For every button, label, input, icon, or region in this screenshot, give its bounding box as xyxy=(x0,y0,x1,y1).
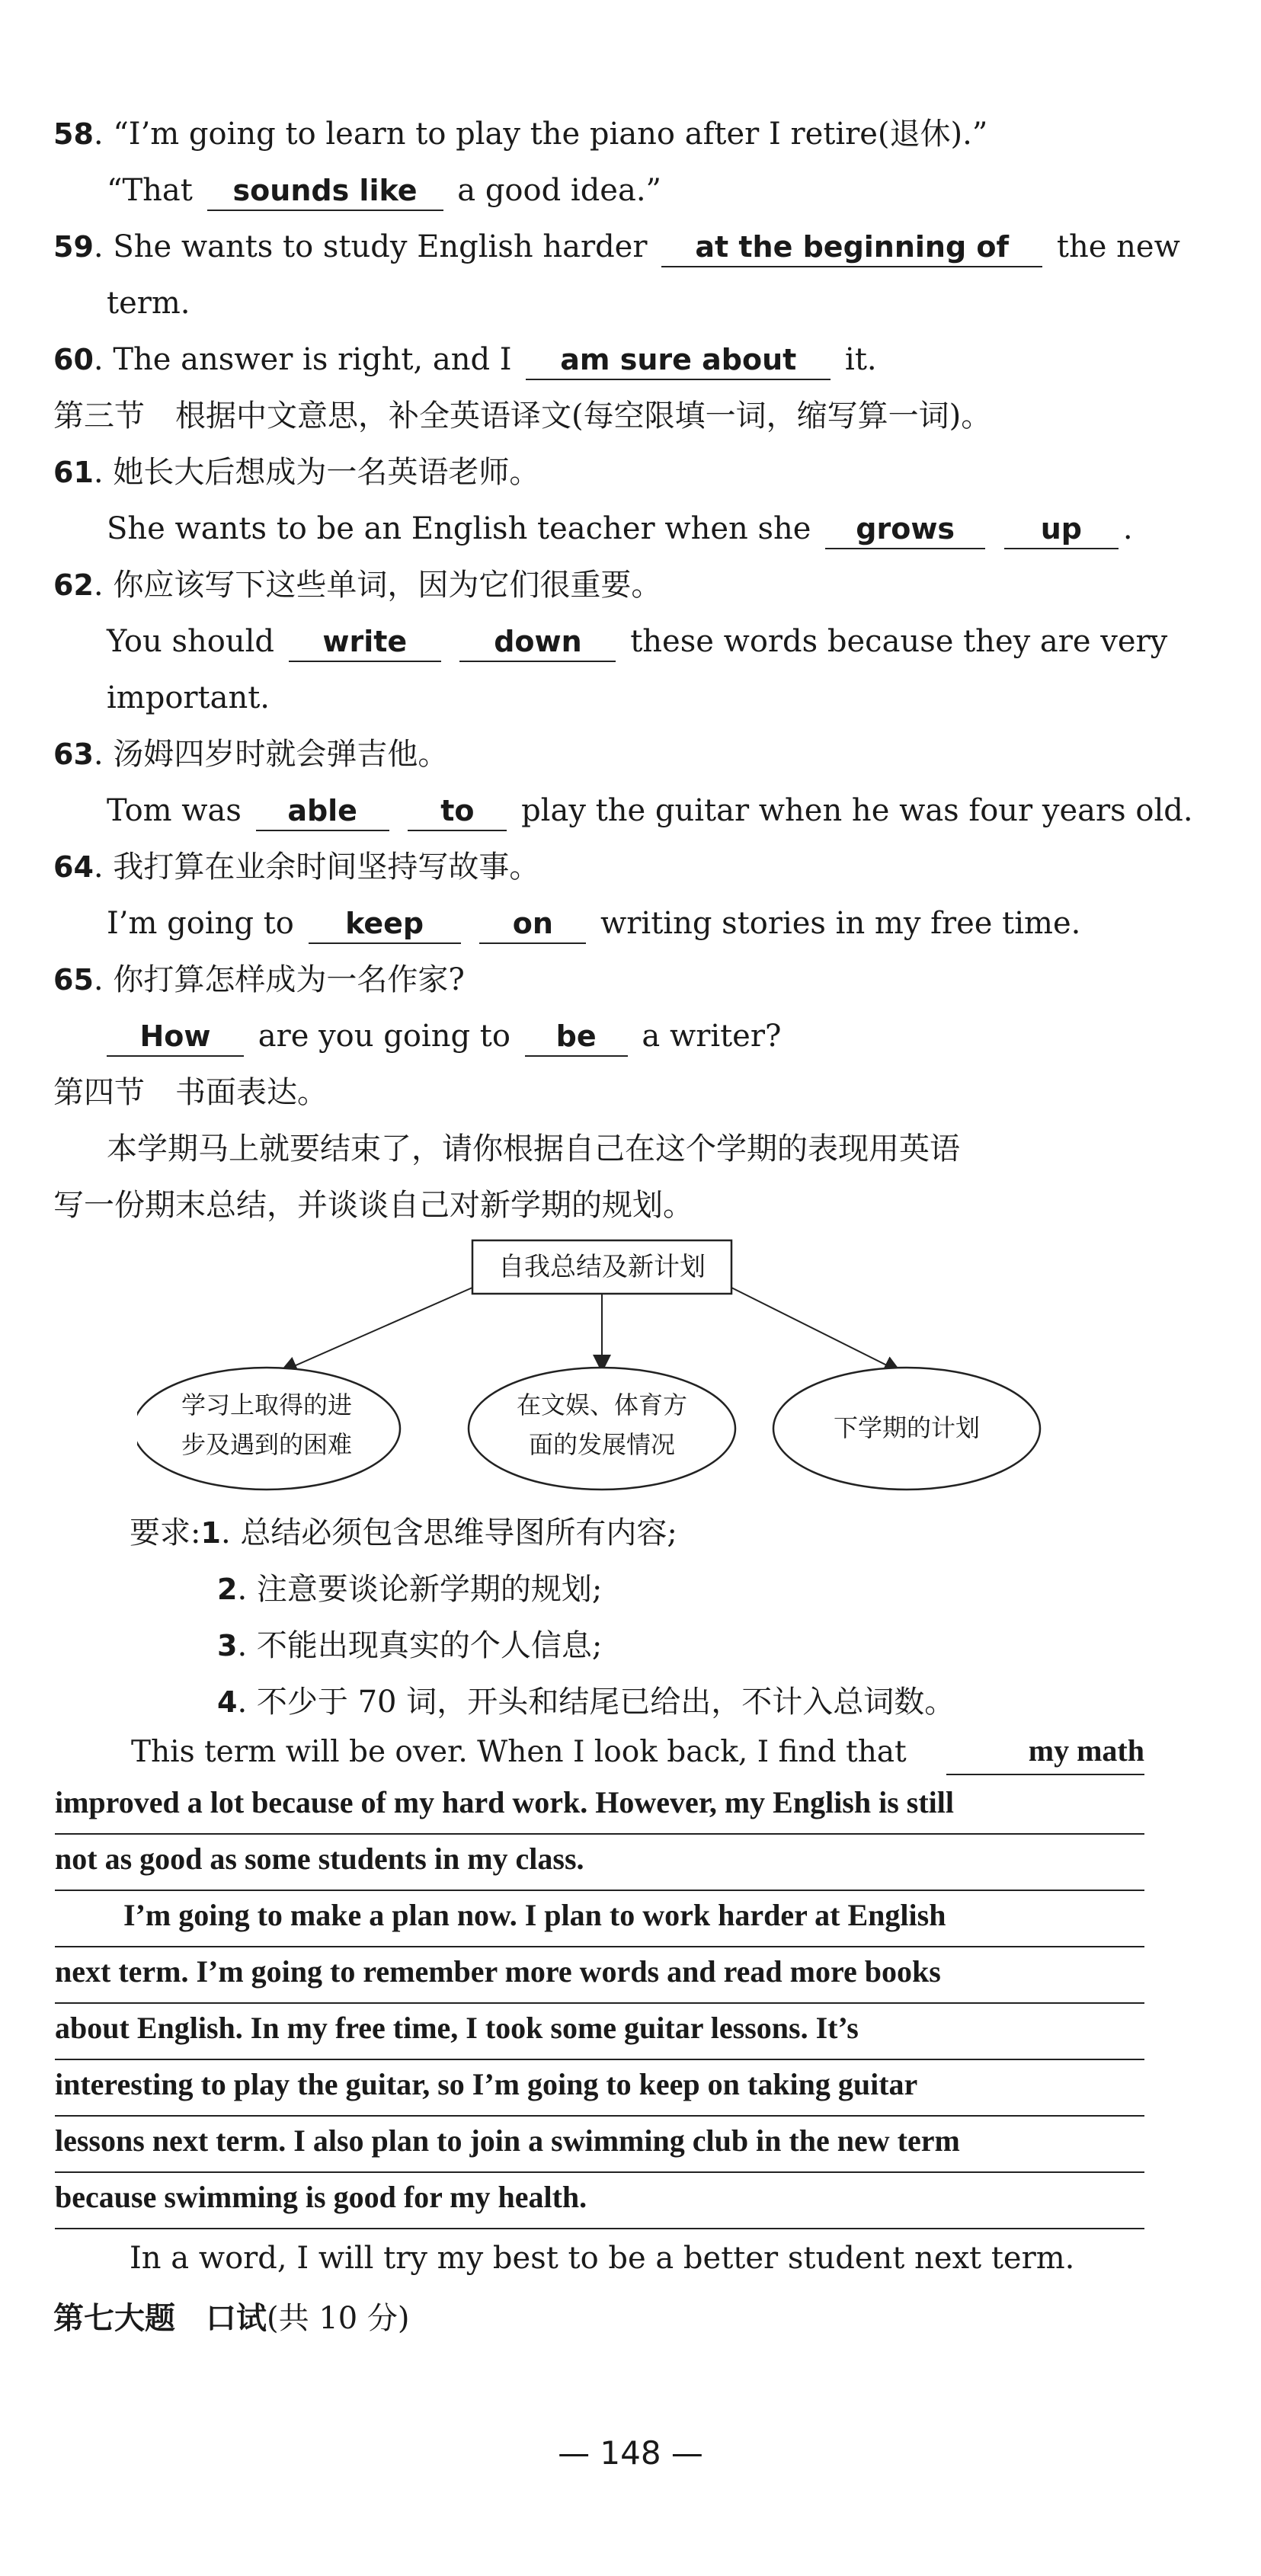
question-text: . “I’m going to learn to play the piano after I retire(退休).” xyxy=(93,117,988,152)
sentence-fragment: a good idea.” xyxy=(457,173,661,208)
answer-blank: to xyxy=(408,792,507,831)
question-62 xyxy=(53,564,661,606)
question-59 xyxy=(53,226,1180,268)
question-62-answer-line xyxy=(107,620,1167,663)
sentence-fragment: writing stories in my free time. xyxy=(600,906,1081,941)
answer-blank: am sure about xyxy=(526,341,831,380)
question-63-answer-line xyxy=(107,789,1193,832)
part-score: (共 10 分) xyxy=(267,2301,410,2336)
sentence-fragment: Tom was xyxy=(107,793,242,828)
essay-given-text: This term will be over. When I look back, I find that xyxy=(131,1735,907,1769)
question-number: 58 xyxy=(53,117,94,151)
requirement-text: . 注意要谈论新学期的规划; xyxy=(237,1572,603,1607)
essay-answer-line-8: lessons next term. I also plan to join a swimming club in the new term xyxy=(55,2117,1144,2173)
sentence-fragment: “That xyxy=(107,173,193,208)
question-number: 61 xyxy=(53,456,94,489)
writing-prompt-line1: 本学期马上就要结束了，请你根据自己在这个学期的表现用英语 xyxy=(107,1131,960,1166)
node-text-line: 在文娱、体育方 xyxy=(516,1390,687,1419)
answer-blank: down xyxy=(459,622,616,662)
requirement-1 xyxy=(130,1509,677,1552)
requirement-number: 3 xyxy=(217,1629,238,1662)
node-text-line: 面的发展情况 xyxy=(528,1430,675,1459)
question-64 xyxy=(53,846,539,888)
sentence-fragment: play the guitar when he was four years old. xyxy=(521,793,1193,828)
answer-blank: up xyxy=(1004,510,1119,549)
section-3-heading: 第三节 根据中文意思，补全英语译文(每空限填一词，缩写算一词)。 xyxy=(53,398,992,434)
sentence-fragment: . The answer is right, and I xyxy=(93,342,512,377)
sentence-fragment: a writer? xyxy=(642,1019,782,1054)
essay-answer-line-6: about English. In my free time, I took some guitar lessons. It’s xyxy=(55,2004,1144,2060)
question-58 xyxy=(53,113,987,155)
part-7-heading xyxy=(53,2297,410,2340)
answer-blank: be xyxy=(525,1017,628,1057)
essay-answer-line-1: my math xyxy=(946,1728,1144,1775)
essay-opening xyxy=(131,1728,907,1777)
requirement-text: . 不少于 70 词，开头和结尾已给出，不计入总词数。 xyxy=(237,1685,955,1720)
requirement-number: 4 xyxy=(217,1685,238,1719)
page-number: — 148 — xyxy=(558,2434,703,2472)
sentence-fragment: term. xyxy=(107,286,190,321)
requirement-number: 2 xyxy=(217,1573,238,1606)
chinese-prompt: . 我打算在业余时间坚持写故事。 xyxy=(93,850,540,885)
question-60 xyxy=(53,338,877,381)
node-text-line: 步及遇到的困难 xyxy=(181,1430,352,1459)
chinese-prompt: . 你打算怎样成为一名作家? xyxy=(93,962,465,997)
question-number: 62 xyxy=(53,568,94,602)
mind-map-node-activities xyxy=(488,1385,716,1464)
answer-blank: keep xyxy=(309,904,461,944)
requirement-4 xyxy=(217,1678,955,1721)
part-title: 第七大题 口试 xyxy=(53,2300,267,2336)
question-number: 60 xyxy=(53,343,94,376)
essay-answer-line-3: not as good as some students in my class. xyxy=(55,1835,1144,1891)
answer-blank: grows xyxy=(825,510,985,549)
question-number: 64 xyxy=(53,850,94,884)
answer-blank: able xyxy=(256,792,389,831)
requirements-label: 要求: xyxy=(130,1515,201,1550)
essay-closing: In a word, I will try my best to be a better student next term. xyxy=(130,2241,1075,2276)
sentence-fragment: it. xyxy=(845,342,877,377)
mind-map-node-plan: 下学期的计划 xyxy=(833,1413,980,1442)
mind-map-node-study xyxy=(152,1385,381,1464)
sentence-fragment: . She wants to study English harder xyxy=(93,229,648,264)
answer-blank: on xyxy=(479,904,586,944)
requirement-text: . 总结必须包含思维导图所有内容; xyxy=(220,1515,677,1550)
answer-blank: sounds like xyxy=(207,171,443,211)
sentence-fragment: You should xyxy=(107,624,275,659)
requirement-text: . 不能出现真实的个人信息; xyxy=(237,1628,603,1663)
chinese-prompt: . 汤姆四岁时就会弹吉他。 xyxy=(93,737,449,772)
question-59-line2 xyxy=(107,282,190,325)
sentence-fragment: She wants to be an English teacher when she xyxy=(107,511,811,546)
answer-blank: at the beginning of xyxy=(661,228,1042,267)
question-63 xyxy=(53,733,448,776)
sentence-fragment: important. xyxy=(107,680,270,715)
question-61 xyxy=(53,451,539,494)
essay-answer-line-9: because swimming is good for my health. xyxy=(55,2173,1144,2229)
requirement-number: 1 xyxy=(200,1516,221,1550)
mind-map-root: 自我总结及新计划 xyxy=(498,1252,706,1282)
mind-map xyxy=(137,1219,1067,1501)
chinese-prompt: . 她长大后想成为一名英语老师。 xyxy=(93,455,540,490)
essay-answer-line-7: interesting to play the guitar, so I’m going to keep on taking guitar xyxy=(55,2060,1144,2117)
essay-answer xyxy=(55,1728,1144,2216)
question-64-answer-line xyxy=(107,902,1080,945)
writing-prompt-line2: 写一份期末总结，并谈谈自己对新学期的规划。 xyxy=(53,1188,693,1223)
sentence-fragment: I’m going to xyxy=(107,906,294,941)
essay-answer-line-5: next term. I’m going to remember more words and read more books xyxy=(55,1947,1144,2004)
question-number: 59 xyxy=(53,230,94,264)
node-text-line: 学习上取得的进 xyxy=(181,1390,352,1419)
requirement-3 xyxy=(217,1621,602,1665)
question-65 xyxy=(53,958,465,1001)
sentence-fragment: are you going to xyxy=(258,1019,510,1054)
sentence-fragment: these words because they are very xyxy=(630,624,1168,659)
essay-answer-line-4: I’m going to make a plan now. I plan to work harder at English xyxy=(55,1891,1144,1947)
answer-blank: write xyxy=(289,622,441,662)
question-58-line2 xyxy=(107,169,661,212)
section-4-heading: 第四节 书面表达。 xyxy=(53,1075,328,1110)
essay-answer-line-2: improved a lot because of my hard work. However, my English is still xyxy=(55,1778,1144,1835)
answer-blank: How xyxy=(107,1017,244,1057)
chinese-prompt: . 你应该写下这些单词，因为它们很重要。 xyxy=(93,568,662,603)
question-61-answer-line xyxy=(107,507,1133,550)
question-62-line3 xyxy=(107,677,270,719)
question-number: 65 xyxy=(53,963,94,997)
question-65-answer-line xyxy=(107,1015,781,1058)
question-number: 63 xyxy=(53,738,94,771)
sentence-fragment: . xyxy=(1122,511,1133,546)
requirement-2 xyxy=(217,1565,602,1608)
sentence-fragment: the new xyxy=(1056,229,1180,264)
